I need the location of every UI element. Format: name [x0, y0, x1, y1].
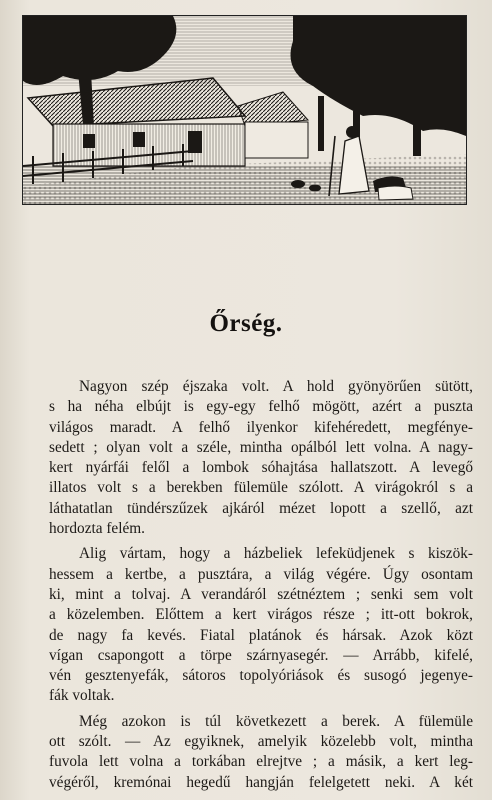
text-line: sedett ; olyan volt a széle, mintha opálból lett volna. A nagy- — [49, 438, 473, 456]
chapter-body — [49, 377, 473, 798]
text-line: világos maradt. A felhő ilyenkor kifehéredett, megfénye- — [49, 418, 473, 436]
text-line: ott szólt. — Az egyiknek, amelyik közelebb volt, mintha — [49, 733, 473, 751]
text-line: vén gesztenyefák, sátoros topolyóriások és susogó jegenye- — [49, 667, 473, 685]
paragraph-1 — [49, 377, 473, 539]
text-line: fuvola lett volna a torkában elrejtve ; a másik, a kert leg- — [49, 753, 473, 771]
paragraph-3 — [49, 712, 473, 793]
text-line: Alig vártam, hogy a házbeliek lefeküdjenek s kiszök- — [79, 545, 473, 563]
text-line: végéről, kremónai hegedű hangján felelgetett neki. A két — [49, 773, 473, 791]
text-line: s ha néha elbújt is egy-egy felhő mögött, azért a puszta — [49, 398, 473, 416]
chapter-title: Őrség. — [209, 310, 283, 337]
text-line: a közelemben. Előttem a kert virágos része ; itt-ott bokrok, — [49, 606, 473, 624]
woodcut-illustration — [22, 15, 467, 205]
text-line: Még azokon is túl következett a berek. A fülemüle — [79, 712, 473, 730]
text-line: láthatatlan tündérszűzek ajkáról mézet lopott a szellő, azt — [49, 499, 473, 517]
paragraph-2 — [49, 544, 473, 706]
text-line: ki, mint a tolvaj. A verandáról szétnéztem ; senki sem volt — [49, 585, 473, 603]
text-line: hessem a kertbe, a pusztára, a világ végére. Úgy osontam — [49, 565, 473, 583]
text-line: Nagyon szép éjszaka volt. A hold gyönyörűen sütött, — [79, 378, 473, 395]
text-line: de nagy fa kevés. Fiatal platánok és hársak. Azok közt — [49, 626, 473, 644]
text-line: kert nyárfái felől a lombok sóhajtása hallatszott. A levegő — [49, 459, 473, 477]
text-line: illatos volt s a berekben fülemüle szólott. A virágokról s a — [49, 479, 473, 497]
text-line: vígan csapongott a törpe szárnyasegér. — Arrább, kifelé, — [49, 646, 473, 664]
text-line: hordozta felém. — [49, 520, 145, 538]
text-line: fák voltak. — [49, 687, 115, 705]
